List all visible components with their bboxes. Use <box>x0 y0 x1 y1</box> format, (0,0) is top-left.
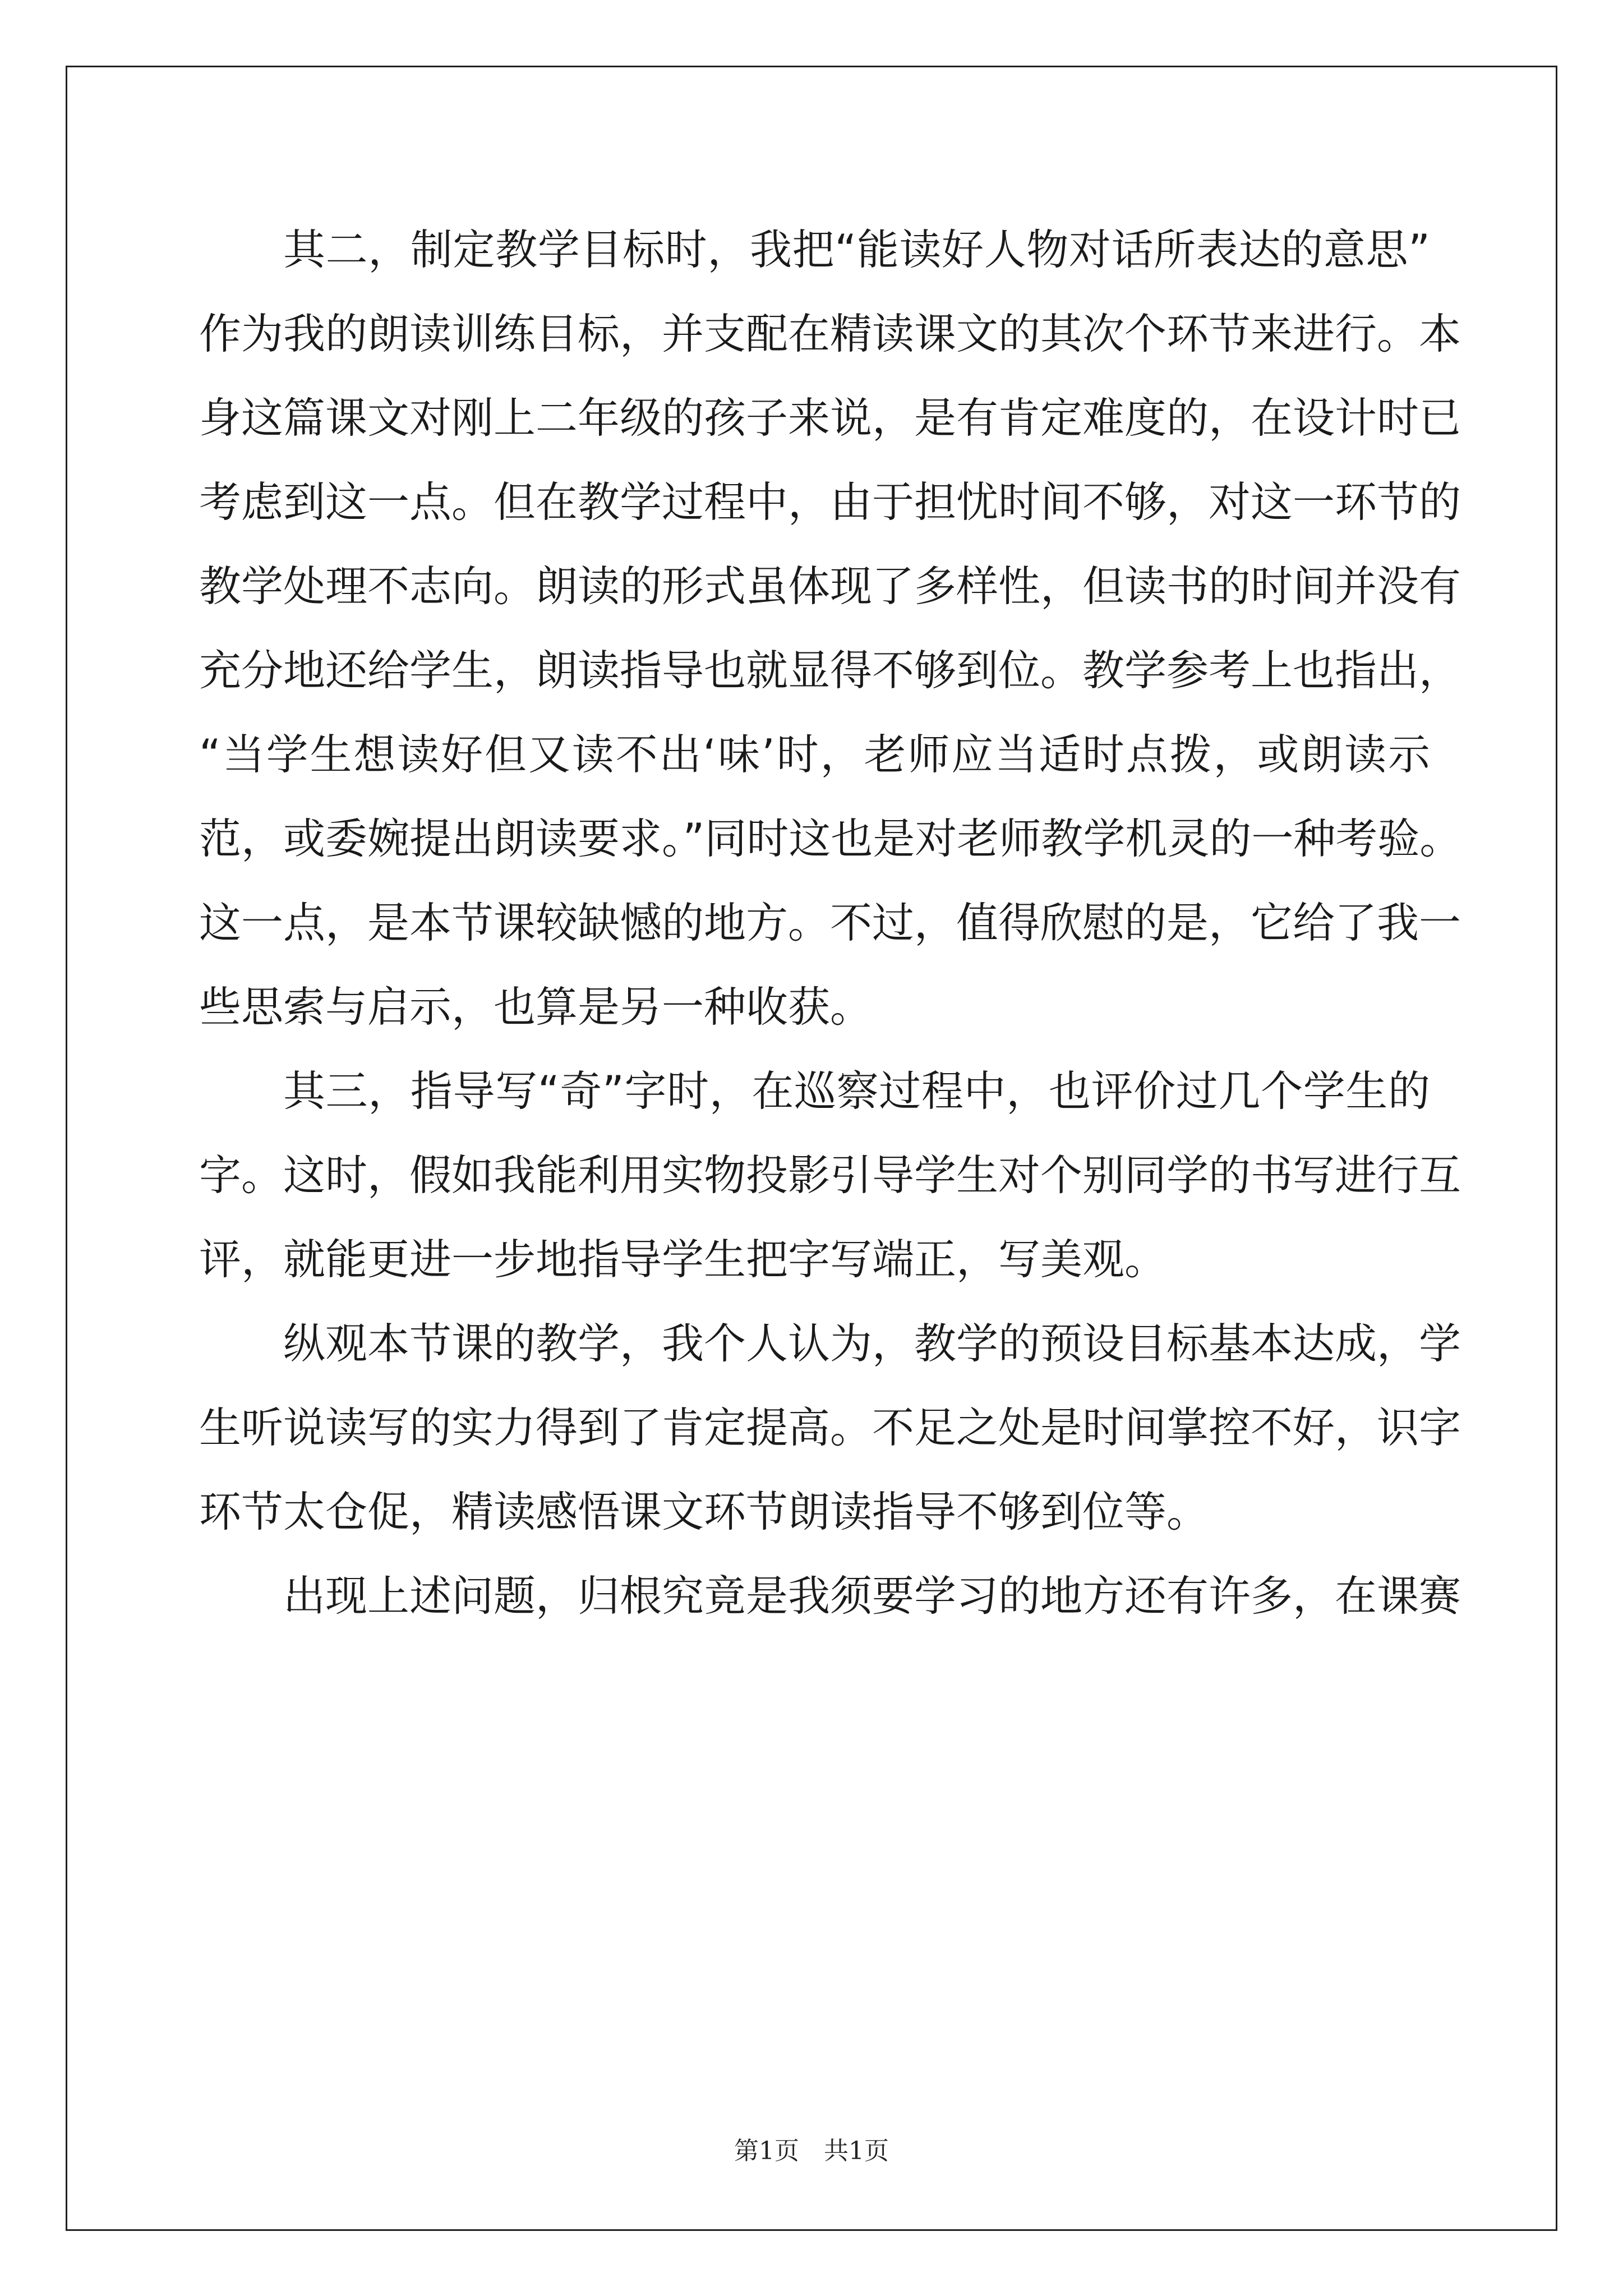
text-line: 考虑到这一点。但在教学过程中，由于担忧时间不够，对这一环节的 <box>199 477 1461 527</box>
page-number: 第1页 <box>734 2137 799 2165</box>
text-line: 环节太仓促，精读感悟课文环节朗读指导不够到位等。 <box>199 1487 1209 1536</box>
text-line: 字。这时，假如我能利用实物投影引导学生对个别同学的书写进行互 <box>199 1151 1461 1200</box>
text-line: 作为我的朗读训练目标，并支配在精读课文的其次个环节来进行。本 <box>199 309 1461 358</box>
text-line: 些思索与启示，也算是另一种收获。 <box>199 982 873 1032</box>
text-line: 充分地还给学生，朗读指导也就显得不够到位。教学参考上也指出， <box>199 646 1461 695</box>
text-line: 教学处理不志向。朗读的形式虽体现了多样性，但读书的时间并没有 <box>199 562 1461 611</box>
text-line: 身这篇课文对刚上二年级的孩子来说，是有肯定难度的，在设计时已 <box>199 393 1461 443</box>
text-line: 范，或委婉提出朗读要求。”同时这也是对老师教学机灵的一种考验。 <box>199 814 1462 863</box>
text-line: 生听说读写的实力得到了肯定提高。不足之处是时间掌控不好，识字 <box>199 1403 1461 1452</box>
text-line: 这一点，是本节课较缺憾的地方。不过，值得欣慰的是，它给了我一 <box>199 898 1461 947</box>
page-footer <box>0 2134 1623 2168</box>
page-total: 共1页 <box>824 2137 889 2165</box>
text-line: 其三，指导写“奇”字时，在巡察过程中，也评价过几个学生的 <box>283 1066 1430 1116</box>
document-body <box>199 208 1462 1638</box>
text-line: 其二，制定教学目标时，我把“能读好人物对话所表达的意思” <box>283 225 1430 274</box>
text-line: 评，就能更进一步地指导学生把字写端正，写美观。 <box>199 1235 1167 1284</box>
text-line: 纵观本节课的教学，我个人认为，教学的预设目标基本达成，学 <box>283 1319 1461 1368</box>
text-line: “当学生想读好但又读不出‘味’时，老师应当适时点拨，或朗读示 <box>199 730 1430 779</box>
text-line: 出现上述问题，归根究竟是我须要学习的地方还有许多，在课赛 <box>283 1571 1461 1621</box>
